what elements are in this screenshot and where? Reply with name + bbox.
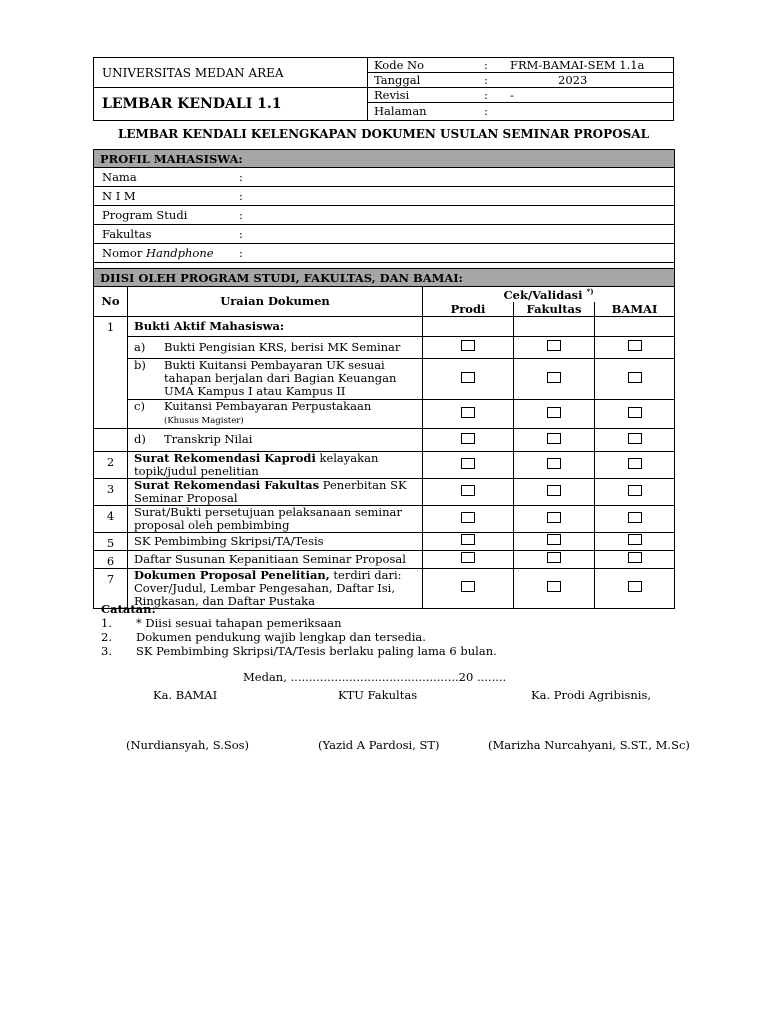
col-doc-header: Uraian Dokumen xyxy=(128,287,423,317)
checkbox-5-fakultas[interactable] xyxy=(547,534,561,545)
checkbox-1c-prodi[interactable] xyxy=(461,407,475,418)
checkbox-5-bamai[interactable] xyxy=(628,534,642,545)
item-1-number: 1 xyxy=(94,316,128,428)
note-item: 1. * Diisi sesuai tahapan pemeriksaan xyxy=(101,616,342,630)
item-6: Daftar Susunan Kepanitiaan Seminar Proposal xyxy=(128,550,423,568)
checkbox-1d-fakultas[interactable] xyxy=(547,433,561,444)
item-1a: a) Bukti Pengisian KRS, berisi MK Seminar xyxy=(128,336,423,358)
meta-halaman: Halaman : xyxy=(368,103,674,121)
checkbox-1d-bamai[interactable] xyxy=(628,433,642,444)
col-prodi-header: Prodi xyxy=(423,302,514,317)
checkbox-1b-bamai[interactable] xyxy=(628,372,642,383)
checkbox-2-bamai[interactable] xyxy=(628,458,642,469)
checkbox-4-bamai[interactable] xyxy=(628,512,642,523)
item-7-number: 7 xyxy=(94,568,128,608)
item-3: Surat Rekomendasi Fakultas Penerbitan SK Seminar Proposal xyxy=(128,478,423,505)
main-table xyxy=(93,149,675,609)
item-4: Surat/Bukti persetujuan pelaksanaan seminar proposal oleh pembimbing xyxy=(128,505,423,532)
header-table xyxy=(93,57,674,121)
checkbox-2-fakultas[interactable] xyxy=(547,458,561,469)
item-5-number: 5 xyxy=(94,532,128,550)
checkbox-7-bamai[interactable] xyxy=(628,581,642,592)
note-item: 2. Dokumen pendukung wajib lengkap dan tersedia. xyxy=(101,630,426,644)
checkbox-7-prodi[interactable] xyxy=(461,581,475,592)
notes-section xyxy=(101,602,497,658)
signature-name-bamai: (Nurdiansyah, S.Sos) xyxy=(126,738,250,752)
signature-title-bamai: Ka. BAMAI xyxy=(153,688,218,702)
document-title: LEMBAR KENDALI KELENGKAPAN DOKUMEN USULAN SEMINAR PROPOSAL xyxy=(117,127,650,141)
checkbox-1b-fakultas[interactable] xyxy=(547,372,561,383)
signature-name-ktu: (Yazid A Pardosi, ST) xyxy=(318,738,440,752)
checkbox-4-prodi[interactable] xyxy=(461,512,475,523)
checkbox-1b-prodi[interactable] xyxy=(461,372,475,383)
checkbox-4-fakultas[interactable] xyxy=(547,512,561,523)
checkbox-6-bamai[interactable] xyxy=(628,552,642,563)
checkbox-1c-fakultas[interactable] xyxy=(547,407,561,418)
checkbox-6-prodi[interactable] xyxy=(461,552,475,563)
item-5: SK Pembimbing Skripsi/TA/Tesis xyxy=(128,532,423,550)
col-check-header: Cek/Validasi *) xyxy=(423,287,675,302)
profile-row-fakultas: Fakultas : xyxy=(94,225,675,244)
note-item: 3. SK Pembimbing Skripsi/TA/Tesis berlaku paling lama 6 bulan. xyxy=(101,644,497,658)
item-6-number: 6 xyxy=(94,550,128,568)
item-2-number: 2 xyxy=(94,451,128,478)
form-title: LEMBAR KENDALI 1.1 xyxy=(94,88,368,121)
checkbox-7-fakultas[interactable] xyxy=(547,581,561,592)
profile-row-handphone: Nomor Handphone : xyxy=(94,244,675,263)
item-3-number: 3 xyxy=(94,478,128,505)
signature-title-ktu: KTU Fakultas xyxy=(338,688,418,702)
checkbox-1c-bamai[interactable] xyxy=(628,407,642,418)
checkbox-2-prodi[interactable] xyxy=(461,458,475,469)
checklist-heading: DIISI OLEH PROGRAM STUDI, FAKULTAS, DAN BAMAI: xyxy=(94,269,675,287)
checkbox-5-prodi[interactable] xyxy=(461,534,475,545)
checkbox-1d-prodi[interactable] xyxy=(461,433,475,444)
meta-tanggal: Tanggal : 2023 xyxy=(368,73,674,88)
signature-title-prodi: Ka. Prodi Agribisnis, xyxy=(531,688,652,702)
item-7: Dokumen Proposal Penelitian, terdiri dari: Cover/Judul, Lembar Pengesahan, Daftar Isi, Ringkasan, dan Daftar Pustaka xyxy=(128,568,423,608)
item-1-title: Bukti Aktif Mahasiswa: xyxy=(128,316,423,336)
university-name: UNIVERSITAS MEDAN AREA xyxy=(94,58,368,88)
item-1c: c) Kuitansi Pembayaran Perpustakaan (Khusus Magister) xyxy=(128,399,423,428)
col-no-header: No xyxy=(94,287,128,317)
col-bamai-header: BAMAI xyxy=(595,302,675,317)
checkbox-3-fakultas[interactable] xyxy=(547,485,561,496)
checkbox-1a-bamai[interactable] xyxy=(628,340,642,351)
signature-name-prodi: (Marizha Nurcahyani, S.ST., M.Sc) xyxy=(488,738,690,752)
meta-revisi: Revisi : - xyxy=(368,88,674,103)
profile-row-nim: N I M : xyxy=(94,187,675,206)
notes-heading: Catatan: xyxy=(101,602,156,616)
meta-kode: Kode No : FRM-BAMAI-SEM 1.1a xyxy=(368,58,674,73)
item-2: Surat Rekomendasi Kaprodi kelayakan topik/judul penelitian xyxy=(128,451,423,478)
profile-heading: PROFIL MAHASISWA: xyxy=(94,150,675,168)
checkbox-6-fakultas[interactable] xyxy=(547,552,561,563)
checkbox-3-bamai[interactable] xyxy=(628,485,642,496)
item-1b: b) Bukti Kuitansi Pembayaran UK sesuai tahapan berjalan dari Bagian Keuangan UMA Kampus I atau Kampus II xyxy=(128,358,423,399)
signature-place-date: Medan, ..............................................20 ........ xyxy=(243,670,507,684)
item-1d: d) Transkrip Nilai xyxy=(128,428,423,451)
checkbox-1a-prodi[interactable] xyxy=(461,340,475,351)
profile-row-prodi: Program Studi : xyxy=(94,206,675,225)
profile-row-nama: Nama : xyxy=(94,168,675,187)
checkbox-1a-fakultas[interactable] xyxy=(547,340,561,351)
col-fakultas-header: Fakultas xyxy=(514,302,595,317)
checkbox-3-prodi[interactable] xyxy=(461,485,475,496)
item-4-number: 4 xyxy=(94,505,128,532)
